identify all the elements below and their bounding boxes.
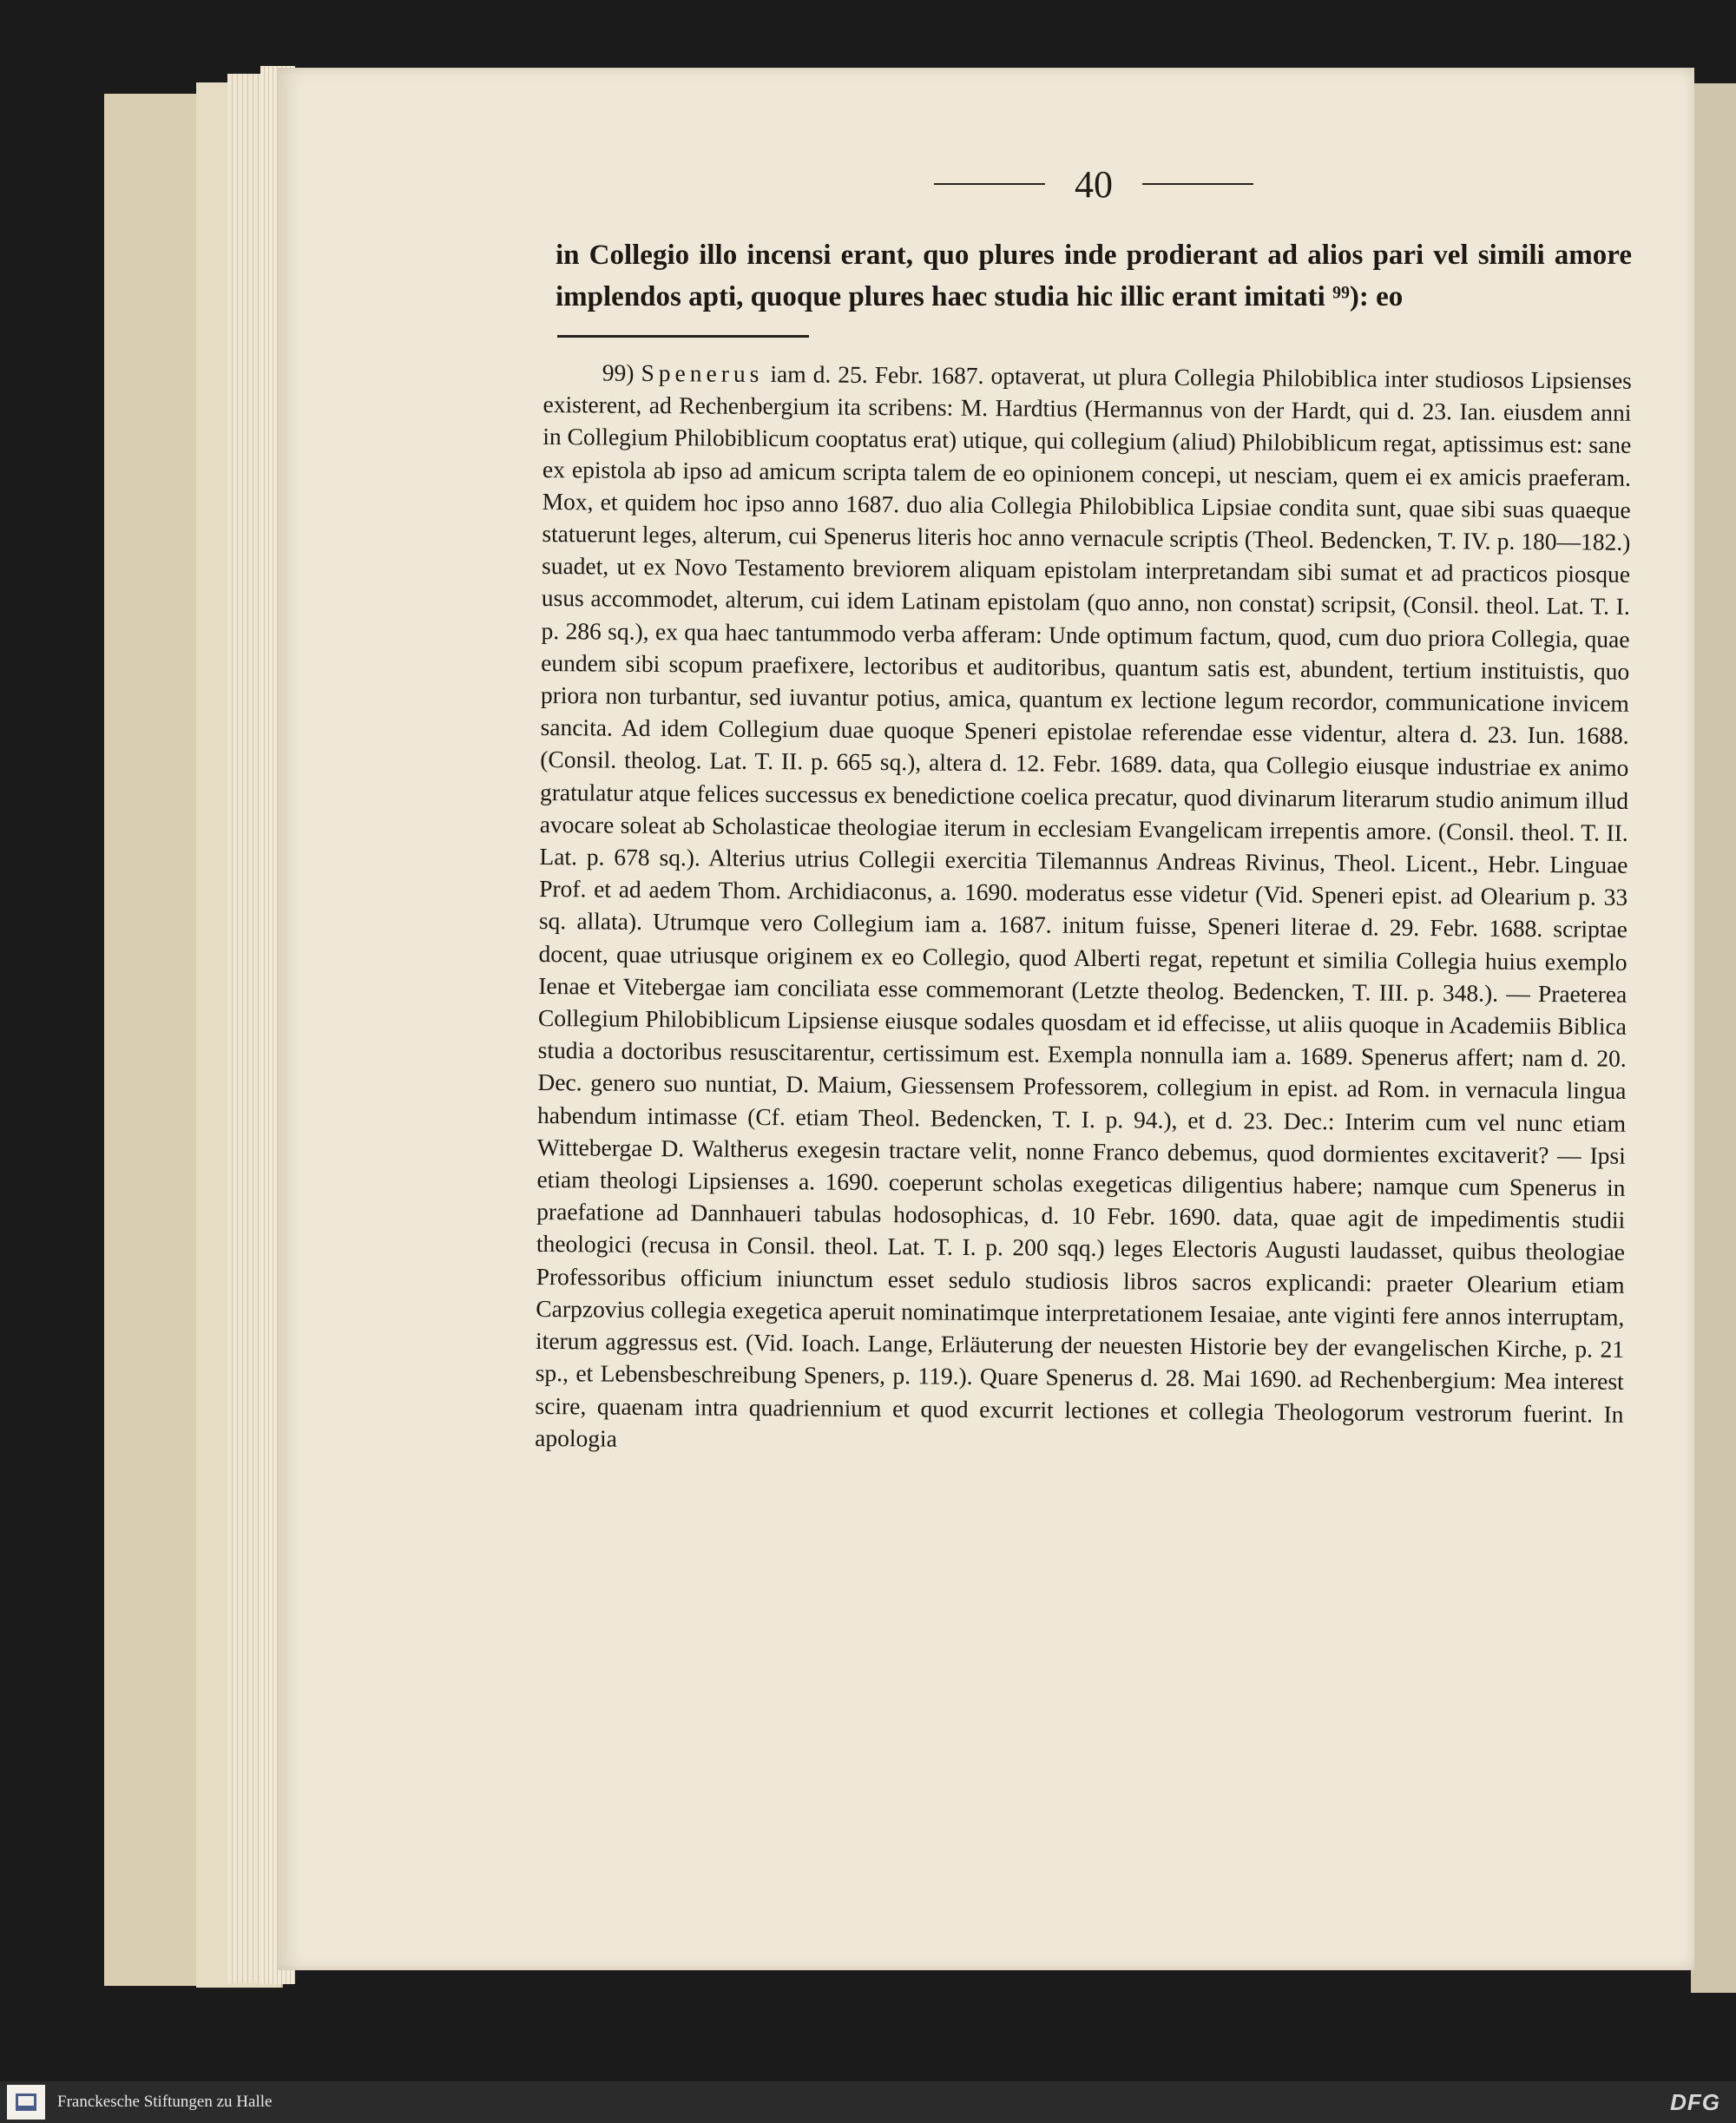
building-icon — [16, 2093, 36, 2111]
footnote-paragraph — [535, 356, 1632, 1462]
header-dash-left — [934, 183, 1045, 185]
dfg-logo: DFG — [1670, 2089, 1720, 2115]
header-dash-right — [1142, 183, 1253, 185]
next-page-edge — [1691, 83, 1736, 1993]
institution-label: Franckesche Stiftungen zu Halle — [57, 2093, 273, 2111]
attribution-bar — [0, 2081, 1736, 2123]
institution-logo — [7, 2085, 45, 2120]
footnote-lead-name: Spenerus — [641, 358, 764, 387]
footnote-99 — [535, 356, 1632, 1462]
main-body-text: in Collegio illo incensi erant, quo plures inde prodierant ad alios pari vel simili amore implendos apti, quoque plures haec studia hic illic erant imitati ⁹⁹): eo — [556, 240, 1632, 312]
footnote-text: iam d. 25. Febr. 1687. optaverat, ut plura Collegia Philobiblica inter studiosos Lipsienses existerent, ad Rechenbergium ita scribens: M. Hardtius (Hermannus von der Hardt, qui d. 23. Ian. eiusdem anni in Collegium Philobiblicum cooptatus erat) utique, qui collegium (aliud) Philobiblicum regat, aptissimus est: sane ex epistola ab ipso ad amicum scripta talem de eo opinionem concepi, ut nesciam, quem ei ex amicis praeferam. Mox, et quidem hoc ipso anno 1687. duo alia Collegia Philobiblica Lipsiae condita sunt, quae sibi suas quaeque statuerunt leges, alterum, cui Spenerus literis hoc anno vernacule scriptis (Theol. Bedencken, T. IV. p. 180—182.) suadet, ut ex Novo Testamento breviorem aliquam epistolam interpretandam sibi sumat et ad practicos piosque usus accommodet, alterum, cui idem Latinam epistolam (quo anno, non constat) scripsit, (Consil. theol. Lat. T. I. p. 286 sq.), ex qua haec tantummodo verba afferam: Unde optimum factum, quod, cum duo priora Collegia, quae eundem sibi scopum praefixere, lectoribus et auditoribus, quantum satis est, abundent, tertium instituistis, quo priora non turbantur, sed iuvantur potius, amica, quantum ex lectione legum recordor, communicatione invicem sancita. Ad idem Collegium duae quoque Speneri epistolae referendae esse videntur, altera d. 23. Iun. 1688. (Consil. theolog. Lat. T. II. p. 665 sq.), altera d. 12. Febr. 1689. data, qua Collegio eiusque industriae ex animo gratulatur atque felices successus ex benedictione coelica precatur, quod divinarum literarum studio animum illud avocare soleat ab Scholasticae theologiae iterum in ecclesiam Evangelicam irrepentis amore. (Consil. theol. T. II. Lat. p. 678 sq.). Alterius utrius Collegii exercitia Tilemannus Andreas Rivinus, Theol. Licent., Hebr. Linguae Prof. et ad aedem Thom. Archidiaconus, a. 1690. moderatus esse videtur (Vid. Speneri epist. ad Olearium p. 33 sq. allata). Utrumque vero Collegium iam a. 1687. initum fuisse, Speneri literae d. 29. Febr. 1688. scriptae docent, quae utriusque originem ex eo Collegio, quod Alberti regat, repetunt et similia Collegia huius exemplo Ienae et Vitebergae iam conciliata esse commemorant (Letzte theolog. Bedencken, T. III. p. 348.). — Praeterea Collegium Philobiblicum Lipsiense eiusque sodales quosdam et id effecisse, ut aliis quoque in Academiis Biblica studia a doctoribus resuscitarentur, certissimum est. Exempla nonnulla iam a. 1689. Spenerus affert; nam d. 20. Dec. genero suo nuntiat, D. Maium, Giessensem Professorem, collegium in epist. ad Rom. in vernacula lingua habendum intimasse (Cf. etiam Theol. Bedencken, T. I. p. 94.), et d. 23. Dec.: Interim cum vel nunc etiam Wittebergae D. Waltherus exegesin tractare velit, nonne Franco debemus, quod dormientes excitaverit? — Ipsi etiam theologi Lipsienses a. 1690. coeperunt scholas exegeticas diligentius habere; namque cum Spenerus in praefatione ad Dannhaueri tabulas hodosophicas, d. 10 Febr. 1690. data, quae agit de impedimentis studii theologici (recusa in Consil. theol. Lat. T. I. p. 200 sqq.) leges Electoris Augusti laudasset, quibus theologiae Professoribus officium iniunctum esset sedulo studiosis libros sacros explicandi: praeter Olearium etiam Carpzovius collegia exegetica aperuit nominatimque interpretationem Iesaiae, ante viginti fere annos interruptam, iterum aggressus est. (Vid. Ioach. Lange, Erläuterung der neuesten Historie bey der evangelischen Kirche, p. 21 sp., et Lebensbeschreibung Speners, p. 119.). Quare Spenerus d. 28. Mai 1690. ad Rechenbergium: Mea interest scire, quaenam intra quadriennium et quod excurrit lectiones et collegia Theologorum vestrorum fuerint. In apologia — [535, 360, 1632, 1452]
page-number: 40 — [1075, 162, 1113, 206]
page-header — [911, 158, 1276, 210]
footnote-marker: 99) — [602, 358, 635, 386]
footnote-separator-rule — [557, 335, 809, 338]
